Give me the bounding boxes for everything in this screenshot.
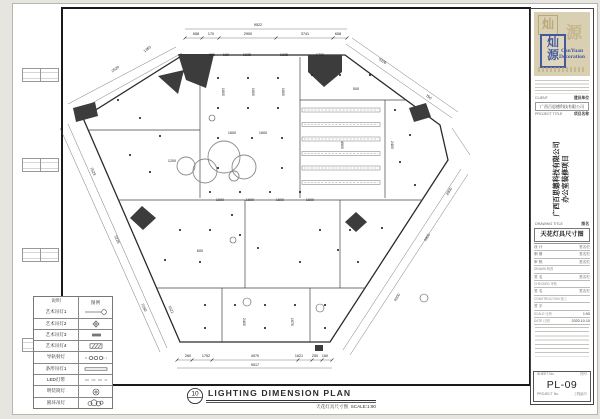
legend-item-symbol	[79, 375, 112, 385]
downlight-dot	[139, 117, 141, 119]
title-block-row	[534, 281, 590, 288]
downlight-dot	[209, 191, 211, 193]
downlight-dot	[164, 259, 166, 261]
dimension-label: 2400	[390, 140, 394, 150]
dimension-line	[352, 38, 458, 112]
dimension-line	[452, 128, 470, 155]
dimension-label: 4900	[340, 140, 344, 150]
downlight-dot	[324, 304, 326, 306]
downlight-dot	[339, 74, 341, 76]
legend-header-symbol: 图例	[90, 300, 101, 306]
legend-item-label: 明装筒灯	[34, 386, 79, 396]
legend-item-label: 艺术吊灯1	[34, 307, 79, 317]
title-block-row	[534, 288, 590, 295]
downlight-dot	[217, 167, 219, 169]
filled-ceiling-element	[409, 103, 431, 122]
downlight-dot	[311, 74, 313, 76]
title-block-row-value: 1:90	[582, 311, 590, 316]
legend-row	[34, 374, 112, 385]
downlight-dot	[414, 184, 416, 186]
bar-small-icon	[84, 331, 108, 339]
title-block-row-label: DATE 日期	[534, 318, 550, 323]
downlight-dot	[217, 137, 219, 139]
downlight-dot	[204, 304, 206, 306]
dimension-label: 4970	[250, 354, 260, 358]
downlight-dot	[217, 107, 219, 109]
downlight-dot	[117, 99, 119, 101]
downlight-dot	[179, 229, 181, 231]
dimension-label: 4200	[393, 292, 402, 302]
logo-divider-dots	[538, 67, 586, 72]
title-block-row-label: 签 名	[534, 289, 543, 294]
dimension-label: 1600	[221, 87, 225, 97]
dimension-label: 2900	[445, 186, 454, 196]
dimension-label: 250	[311, 354, 319, 358]
blue-seal-icon: 灿 源	[540, 34, 566, 68]
dimension-label: 1600	[251, 87, 255, 97]
legend-header-desc: 说明	[34, 297, 79, 307]
title-block-row-value: 签名栏	[578, 259, 590, 264]
title-block-row-label: 制 图	[534, 252, 543, 257]
downlight-dot	[204, 327, 206, 329]
dimension-label: 658	[192, 32, 200, 36]
double-circle-icon	[84, 388, 108, 396]
legend-item-label: 艺术吊灯2	[34, 319, 79, 329]
downlight-dot	[209, 229, 211, 231]
title-rule-thick	[206, 400, 376, 402]
tan-seal-char: 源	[565, 25, 582, 42]
dimension-line	[343, 169, 461, 350]
title-block-row-label: SCALE 比例	[534, 311, 552, 316]
filled-ceiling-element	[308, 55, 342, 87]
project-label-row: PROJECT TITLE 项目名称	[535, 112, 589, 116]
title-block-row-label: 签 字	[534, 304, 543, 309]
downlight-dot	[264, 327, 266, 329]
dimension-label: 2400	[242, 317, 246, 327]
downlight-dot	[159, 135, 161, 137]
downlight-dot	[199, 261, 201, 263]
downlight-dot	[277, 77, 279, 79]
sheet-no-label-row: SHEET No. 图号	[537, 372, 587, 376]
title-block-row	[534, 311, 590, 318]
downlight-dot	[369, 74, 371, 76]
filled-ceiling-element	[315, 345, 323, 351]
dimension-label: 4900	[423, 232, 432, 242]
legend-row	[34, 351, 112, 362]
dimension-label: 1670	[290, 317, 294, 327]
title-block-row	[534, 251, 590, 258]
filled-ceiling-element	[130, 206, 156, 230]
legend-item-symbol	[79, 352, 112, 362]
ring-pendant-light	[208, 141, 240, 173]
legend-row	[34, 385, 112, 396]
dimension-label: 800	[208, 53, 216, 57]
dimension-label: 5226	[113, 235, 121, 245]
legend-row	[34, 340, 112, 351]
drawing-title: 天花灯具尺寸图	[534, 228, 590, 242]
dimension-label: 160	[321, 354, 329, 358]
dimension-label: 1200	[167, 159, 177, 163]
dimension-label: 1600	[275, 198, 285, 202]
track-spots-icon	[84, 354, 108, 362]
project-no-label-row: PROJECT No. 工程编号	[537, 391, 587, 396]
dimension-label: 1600	[215, 198, 225, 202]
dimension-label: 1600	[305, 198, 315, 202]
star-circle-icon	[84, 320, 108, 328]
downlight-dot	[251, 137, 253, 139]
legend-item-label: 条形吊灯1	[34, 364, 79, 374]
downlight-dot	[319, 229, 321, 231]
dimension-line	[68, 47, 176, 104]
title-block-row	[534, 266, 590, 273]
legend-row	[34, 397, 112, 408]
dimension-label: 1730	[315, 53, 325, 57]
dashed-line-icon	[84, 376, 108, 384]
notes-fine-print	[535, 327, 589, 357]
dimension-label: 2900	[243, 32, 253, 36]
title-block-row-label: CONSTRUCTION 施工	[534, 296, 567, 301]
title-block-rows	[534, 243, 590, 325]
filled-ceiling-element	[73, 102, 98, 122]
legend-table	[33, 296, 113, 409]
title-block-row	[534, 296, 590, 303]
legend-item-label: 导轨射灯	[34, 352, 79, 362]
downlight-dot	[281, 137, 283, 139]
drawing-label-row: DRAWING TITLE 图名	[535, 222, 589, 226]
title-block-row	[534, 318, 590, 325]
downlight-dot	[264, 304, 266, 306]
downlight-dot	[217, 77, 219, 79]
company-logo	[534, 12, 590, 76]
dimension-label: 170	[207, 32, 215, 36]
title-block-row-value: 签名栏	[578, 274, 590, 279]
legend-item-symbol	[79, 319, 112, 329]
title-block-row	[534, 274, 590, 281]
downlight-dot	[337, 249, 339, 251]
filled-ceiling-element	[345, 212, 367, 232]
title-block-row-label: 设 计	[534, 245, 543, 249]
dimension-label: 2160	[140, 303, 148, 313]
downlight-dot	[247, 107, 249, 109]
main-border-frame	[62, 8, 530, 385]
brand-name: CanYuan Decoration	[559, 48, 585, 60]
legend-item-label: 圆环吊灯	[34, 398, 79, 408]
legend-row	[34, 363, 112, 374]
ring-pendant-light	[177, 157, 195, 175]
ring-cluster-icon	[84, 399, 108, 407]
title-block-row	[534, 244, 590, 251]
downlight-dot	[299, 191, 301, 193]
dimension-label: 160	[222, 53, 230, 57]
dimension-label: 1521	[167, 305, 175, 315]
downlight-dot	[239, 234, 241, 236]
downlight-dot	[231, 214, 233, 216]
title-block-row	[534, 259, 590, 266]
dimension-label: 1600	[227, 131, 237, 135]
dimension-label: 1635	[242, 53, 252, 57]
dimension-label: 1621	[294, 354, 304, 358]
dimension-label: 5226	[378, 57, 388, 66]
legend-item-symbol	[79, 398, 112, 408]
dimension-label: 2529	[110, 65, 120, 74]
title-block-row-value: 2020.10.10	[571, 318, 590, 323]
downlight-dot	[257, 247, 259, 249]
downlight-dot	[399, 161, 401, 163]
downlight-dot	[277, 107, 279, 109]
downlight-dot	[357, 261, 359, 263]
dimension-label: 3741	[300, 32, 310, 36]
legend-item-symbol	[79, 307, 112, 317]
sheet-number-value: PL-09	[546, 378, 578, 391]
downlight-dot	[299, 261, 301, 263]
pendant-lamp-symbol	[230, 237, 236, 243]
dimension-line	[346, 44, 452, 118]
ring-pendant-light	[232, 155, 256, 179]
ring-pendant-light	[193, 159, 217, 183]
filled-ceiling-element	[158, 70, 184, 94]
bar-long-icon	[84, 365, 108, 373]
downlight-dot	[349, 229, 351, 231]
downlight-dot	[381, 227, 383, 229]
line-circle-icon	[84, 308, 108, 316]
sheet-number-box	[533, 371, 591, 402]
pendant-lamp-symbol	[316, 304, 324, 312]
dimension-label: 500	[352, 87, 360, 91]
pendant-lamp-symbol	[420, 294, 428, 302]
legend-item-label: 艺术吊灯4	[34, 341, 79, 351]
pendant-lamp-symbol	[243, 298, 251, 306]
legend-item-label: LED灯带	[34, 375, 79, 385]
dimension-label: 1752	[201, 354, 211, 358]
plan-title-en: LIGHTING DIMENSION PLAN	[208, 388, 352, 398]
project-title-vertical: 广西百思德科技有限公司 办公室装修项目	[553, 141, 569, 217]
tan-seal-icon: 灿	[538, 15, 558, 35]
dimension-label: 1600	[281, 87, 285, 97]
title-block-row	[534, 303, 590, 310]
downlight-dot	[247, 77, 249, 79]
drawing-title-bar	[186, 386, 376, 410]
ring-pendant-light	[229, 171, 239, 181]
legend-header-row	[34, 297, 112, 307]
downlight-dot	[294, 304, 296, 306]
downlight-dot	[394, 109, 396, 111]
downlight-dot	[239, 191, 241, 193]
legend-item-symbol	[79, 386, 112, 396]
dimension-label: 2529	[89, 167, 97, 177]
client-value-cell: 广西百思德科技有限公司	[535, 102, 589, 111]
downlight-dot	[234, 304, 236, 306]
title-block-row-value: 签名栏	[578, 289, 590, 294]
downlight-dot	[269, 191, 271, 193]
title-block-row-label: DRAWN 制图	[534, 267, 554, 272]
legend-item-label: 艺术吊灯3	[34, 330, 79, 340]
company-fine-print	[535, 80, 589, 94]
dimension-label: 750	[424, 93, 433, 101]
pendant-lamp-symbol	[209, 115, 215, 121]
detail-bubble-icon	[186, 387, 204, 405]
client-label-row: CLIENT 建设单位	[535, 96, 589, 100]
dimension-label: 600	[196, 249, 204, 253]
plan-title-zh-scale: 天花灯具尺寸图 SCALE:1:90	[315, 403, 376, 409]
dimension-label: 1600	[258, 131, 268, 135]
title-block-row-label: CHECKED 审核	[534, 281, 557, 286]
dimension-label: 260	[184, 354, 192, 358]
legend-row	[34, 307, 112, 317]
title-block-row-value: 签名栏	[578, 245, 590, 249]
dimension-label: 1635	[279, 53, 289, 57]
dimension-line	[350, 174, 468, 355]
legend-row	[34, 329, 112, 340]
dimension-label: 1600	[245, 198, 255, 202]
downlight-dot	[409, 134, 411, 136]
legend-rows	[34, 307, 112, 408]
downlight-dot	[129, 154, 131, 156]
dimension-label: 9517	[250, 363, 260, 367]
bar-hatched-icon	[84, 342, 108, 350]
title-block-row-label: 签 名	[534, 274, 543, 279]
title-block-row-value: 签名栏	[578, 252, 590, 257]
dimension-label: 9522	[253, 23, 263, 27]
title-block-column	[530, 8, 594, 405]
svg-text:10: 10	[191, 390, 199, 398]
title-block-row-label: 审 核	[534, 259, 543, 264]
legend-item-symbol	[79, 364, 112, 374]
dimension-label: 1360	[142, 45, 152, 54]
downlight-dot	[324, 327, 326, 329]
legend-item-symbol	[79, 341, 112, 351]
legend-row	[34, 318, 112, 329]
dimension-label: 658	[334, 32, 342, 36]
downlight-dot	[281, 167, 283, 169]
legend-item-symbol	[79, 330, 112, 340]
downlight-dot	[149, 171, 151, 173]
